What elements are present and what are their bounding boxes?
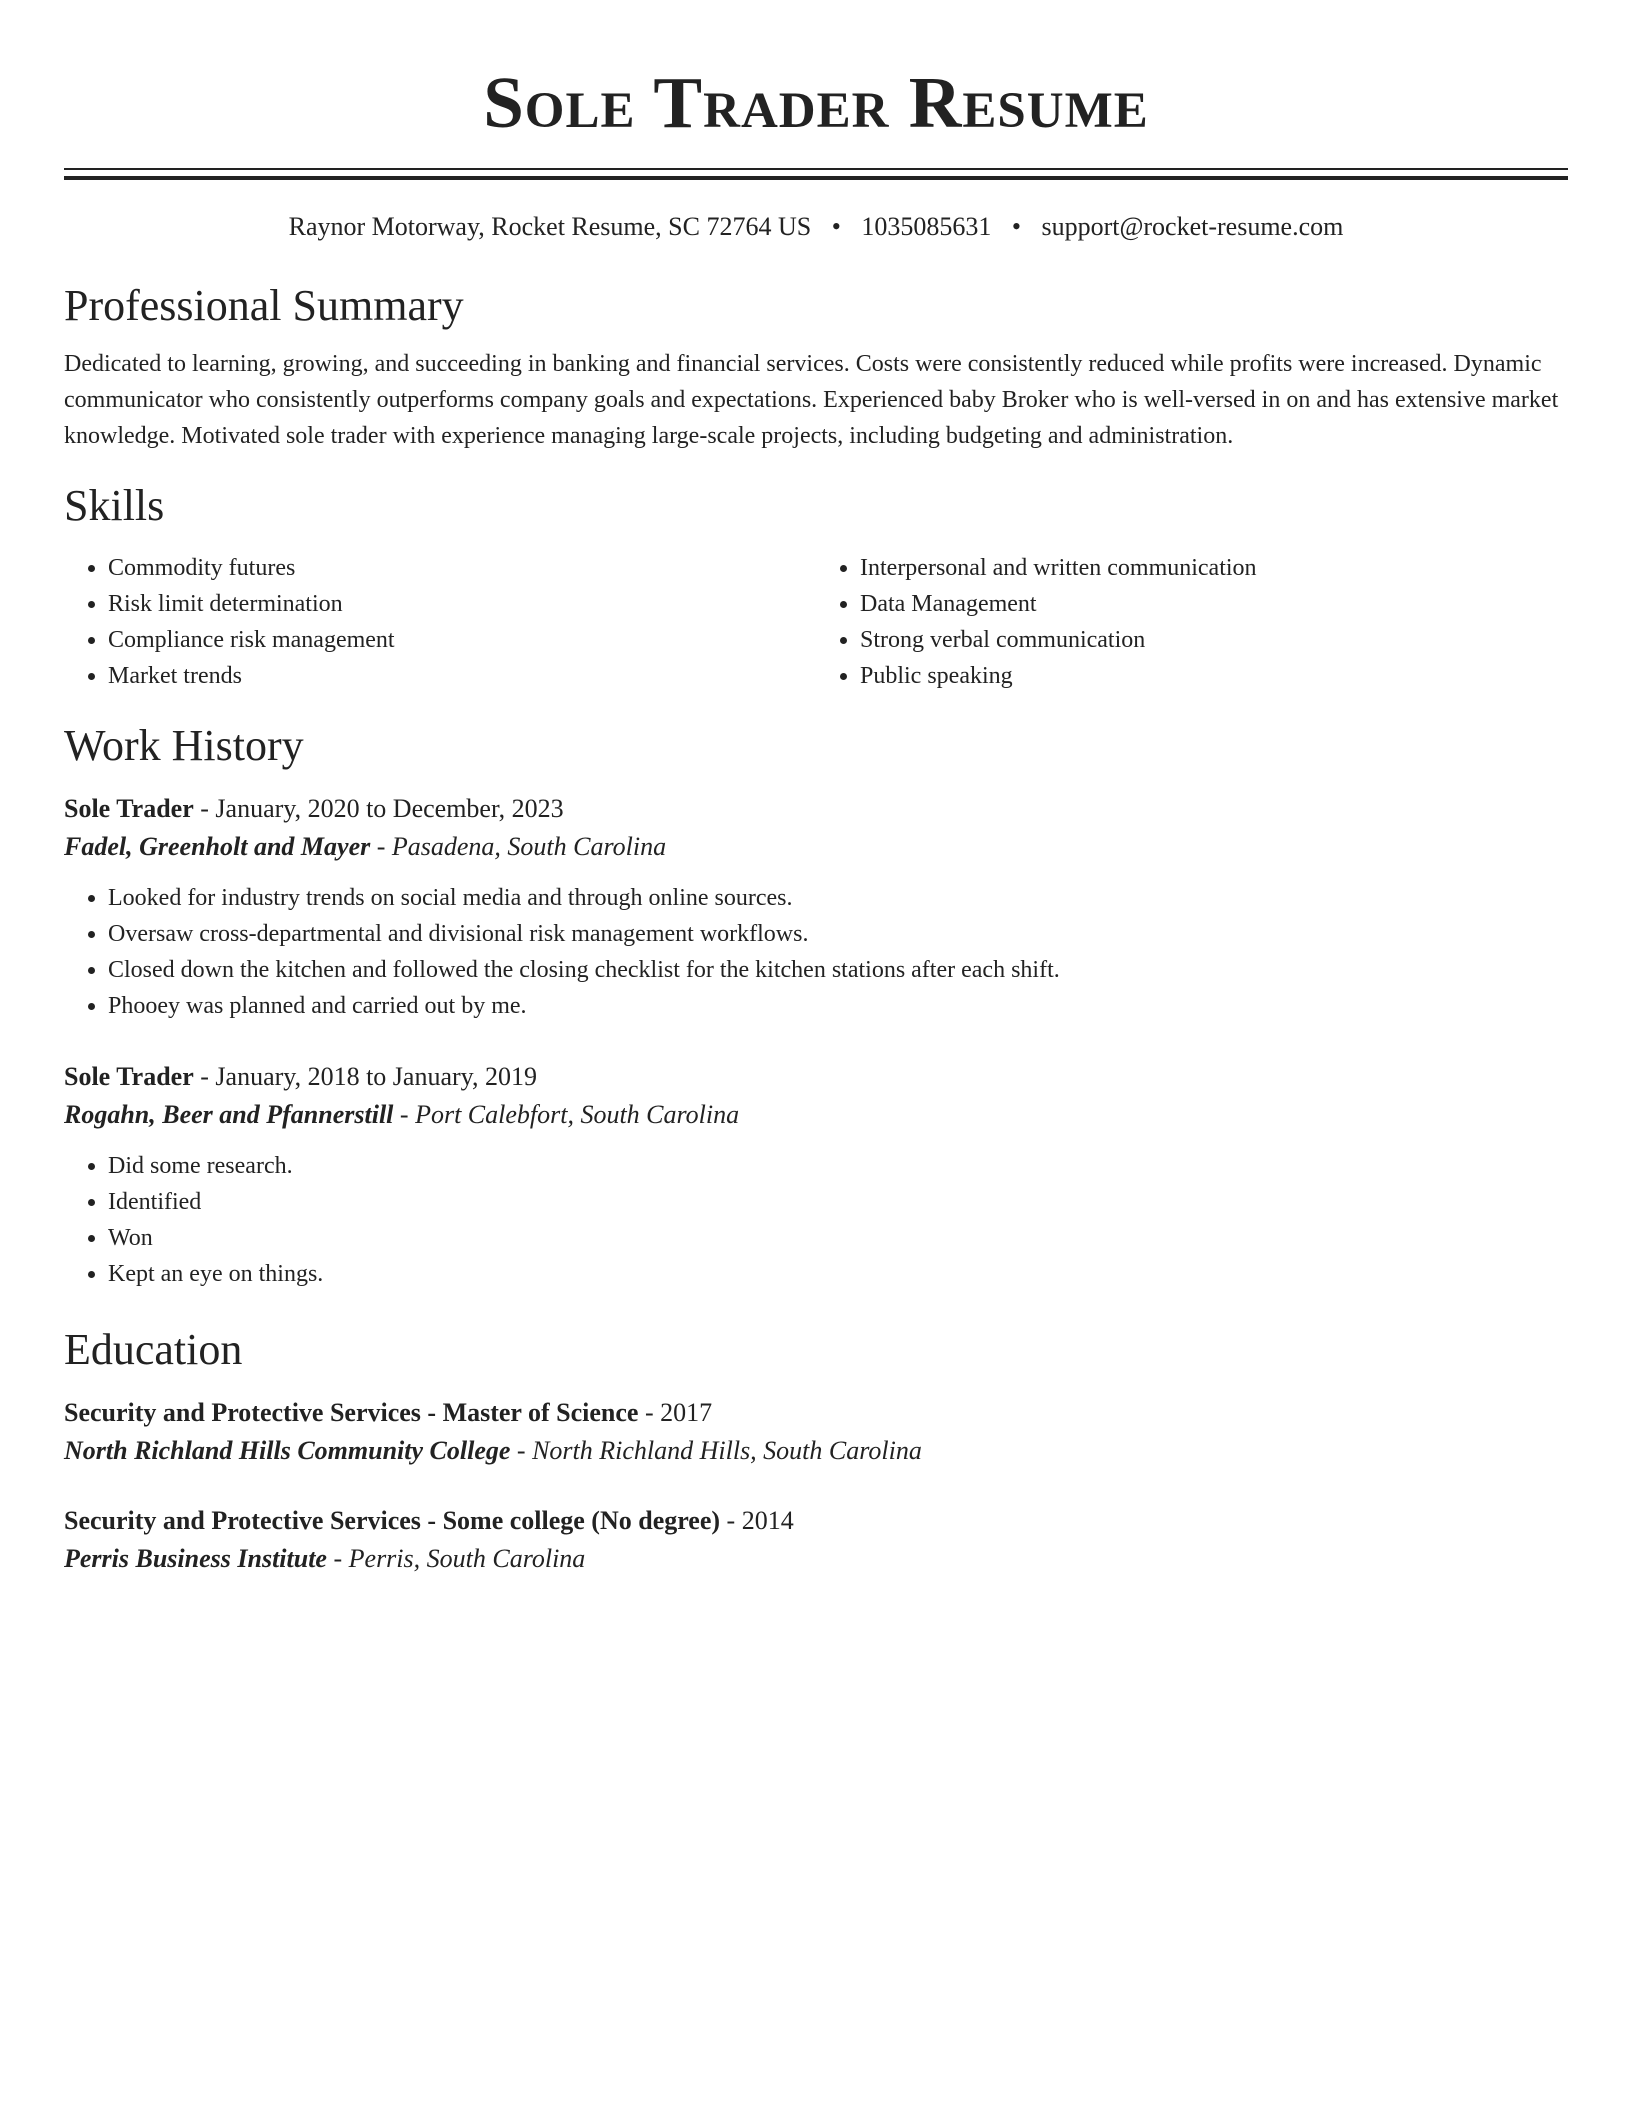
contact-line — [64, 210, 1568, 244]
work-history-heading: Work History — [64, 721, 304, 770]
education-entry — [64, 1394, 1568, 1470]
education-year: - 2014 — [720, 1506, 794, 1535]
skill-item: • Public speaking — [860, 658, 1568, 694]
job-dates: - January, 2018 to January, 2019 — [193, 1062, 537, 1091]
skill-item: • Data Management — [860, 586, 1568, 622]
job-duties — [64, 880, 1568, 1024]
job-dates: - January, 2020 to December, 2023 — [193, 794, 564, 823]
skill-item: • Compliance risk management — [108, 622, 816, 658]
contact-phone: 1035085631 — [861, 212, 992, 241]
job-duty: • Did some research. — [108, 1148, 1568, 1184]
skill-item: • Risk limit determination — [108, 586, 816, 622]
job-duty: • Won — [108, 1220, 1568, 1256]
job-role: Sole Trader — [64, 794, 194, 823]
skills-column-left — [64, 550, 816, 694]
title-divider-thin — [64, 168, 1568, 170]
education-heading-line — [64, 1394, 1568, 1432]
education-degree: Security and Protective Services - Master of Science — [64, 1398, 639, 1427]
contact-email: support@rocket-resume.com — [1041, 212, 1344, 241]
skills-list — [64, 550, 1568, 694]
education-entry — [64, 1502, 1568, 1578]
job-company: Rogahn, Beer and Pfannerstill — [64, 1100, 394, 1129]
skills-column-right — [816, 550, 1568, 694]
job-duties — [64, 1148, 1568, 1292]
education-institution — [64, 1540, 1568, 1578]
education-institution — [64, 1432, 1568, 1470]
job-company: Fadel, Greenholt and Mayer — [64, 832, 371, 861]
job-duty: • Oversaw cross-departmental and divisional risk management workflows. — [108, 916, 1568, 952]
job-employer — [64, 1096, 1568, 1134]
summary-heading: Professional Summary — [64, 281, 464, 330]
education-location: - North Richland Hills, South Carolina — [510, 1436, 922, 1465]
job-duty: • Phooey was planned and carried out by me. — [108, 988, 1568, 1024]
job-entry — [64, 790, 1568, 1024]
skill-item: • Market trends — [108, 658, 816, 694]
job-heading — [64, 790, 1568, 828]
education-heading: Education — [64, 1325, 243, 1374]
skill-item: • Commodity futures — [108, 550, 816, 586]
contact-separator: • — [1011, 212, 1021, 241]
education-heading-line — [64, 1502, 1568, 1540]
contact-address: Raynor Motorway, Rocket Resume, SC 72764 US — [288, 212, 812, 241]
title-divider-thick — [64, 176, 1568, 180]
job-duty: • Closed down the kitchen and followed the closing checklist for the kitchen stations after each shift. — [108, 952, 1568, 988]
job-role: Sole Trader — [64, 1062, 194, 1091]
job-entry — [64, 1058, 1568, 1292]
education-location: - Perris, South Carolina — [326, 1544, 586, 1573]
summary-text: Dedicated to learning, growing, and succeeding in banking and financial services. Costs were consistently reduced while profits were increased. Dynamic communicator who consistently outperforms company goals and expectations. Experienced baby Broker who is well-versed in on and has extensive market knowledge. Motivated sole trader with experience managing large-scale projects, including budgeting and administration. — [64, 351, 1559, 449]
education-degree: Security and Protective Services - Some college (No degree) — [64, 1506, 721, 1535]
resume-page — [64, 0, 1568, 1578]
skill-item: • Interpersonal and written communication — [860, 550, 1568, 586]
job-duty: • Looked for industry trends on social media and through online sources. — [108, 880, 1568, 916]
job-location: - Pasadena, South Carolina — [370, 832, 667, 861]
contact-separator: • — [831, 212, 841, 241]
page-title: Sole Trader Resume — [483, 62, 1149, 143]
job-employer — [64, 828, 1568, 866]
job-duty: • Identified — [108, 1184, 1568, 1220]
skill-item: • Strong verbal communication — [860, 622, 1568, 658]
education-school: Perris Business Institute — [64, 1544, 327, 1573]
education-year: - 2017 — [638, 1398, 713, 1427]
skills-heading: Skills — [64, 481, 165, 530]
education-school: North Richland Hills Community College — [64, 1436, 511, 1465]
job-duty: • Kept an eye on things. — [108, 1256, 1568, 1292]
job-heading — [64, 1058, 1568, 1096]
job-location: - Port Calebfort, South Carolina — [393, 1100, 740, 1129]
